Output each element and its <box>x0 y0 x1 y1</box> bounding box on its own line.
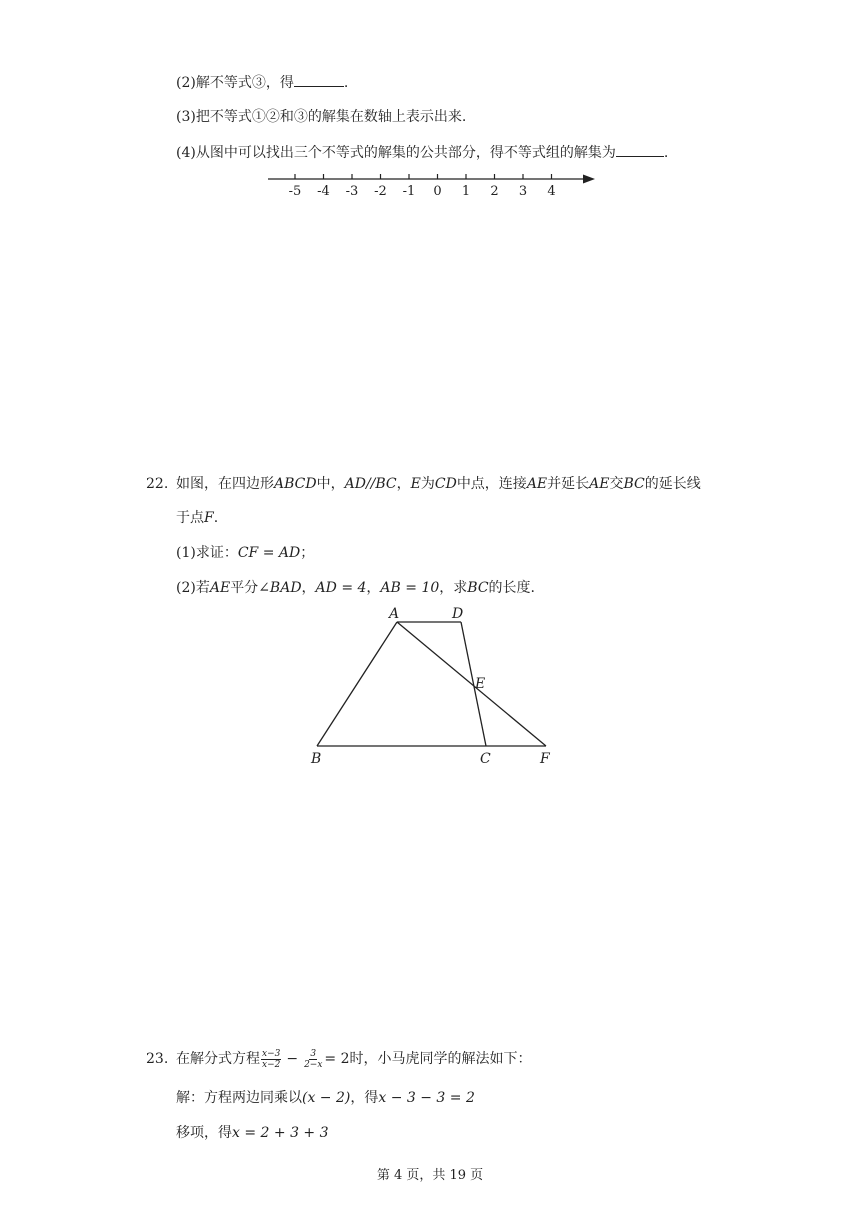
number-line-tick-label: -4 <box>317 184 330 199</box>
number-line-tick-label: 1 <box>461 184 471 199</box>
q21-part4: (4)从图中可以找出三个不等式的解集的公共部分，得不等式组的解集为 . <box>176 142 668 163</box>
q22-stem-line1: 如图，在四边形ABCD中，AD//BC，E为CD中点，连接AE并延长AE交BC的延长线 <box>176 476 701 492</box>
label-e: E <box>475 676 486 692</box>
number-line-tick-label: -2 <box>374 184 387 199</box>
q23-solution-step2: 移项，得x = 2 + 3 + 3 <box>176 1125 329 1141</box>
number-line-tick-label: 0 <box>433 184 442 199</box>
number-line-tick-label: 2 <box>490 184 499 199</box>
q23-solution-step1: 解：方程两边同乘以(x − 2)，得x − 3 − 3 = 2 <box>176 1090 475 1106</box>
page-footer: 第 4 页，共 19 页 <box>376 1168 484 1183</box>
number-line-tick-label: 4 <box>547 184 556 199</box>
label-d: D <box>452 606 464 622</box>
number-line-tick-label: -1 <box>402 184 416 199</box>
q22-part2: (2)若AE平分∠BAD，AD = 4，AB = 10，求BC的长度. <box>176 580 535 596</box>
number-line-tick-label: 3 <box>518 184 528 199</box>
fraction-1: $\frac{x-3}{x-2}$ <box>262 1048 281 1070</box>
label-b: B <box>311 751 322 767</box>
q21-part2: (2)解不等式③，得 . <box>176 72 348 93</box>
q23-number: 23. <box>146 1051 169 1067</box>
label-f: F <box>540 751 550 767</box>
fraction-2: $\frac{3}{2-x}$ <box>304 1048 323 1070</box>
label-c: C <box>480 751 491 767</box>
number-line-tick-label: -3 <box>345 184 359 199</box>
q23-stem: 在解分式方程 $\frac{x-3}{x-2}$ − $\frac{3}{2-x}$ = 2时，小马虎同学的解法如下： <box>176 1048 532 1070</box>
label-a: A <box>389 606 400 622</box>
q22-stem-line2: 于点F. <box>176 510 219 526</box>
segment-af <box>397 622 546 746</box>
q21-part3: (3)把不等式①②和③的解集在数轴上表示出来. <box>176 109 467 125</box>
q22-number: 22. <box>146 476 169 492</box>
q22-part1: (1)求证：CF = AD； <box>176 545 315 561</box>
segment-ab <box>317 622 397 746</box>
number-line-tick-label: -5 <box>288 184 302 199</box>
